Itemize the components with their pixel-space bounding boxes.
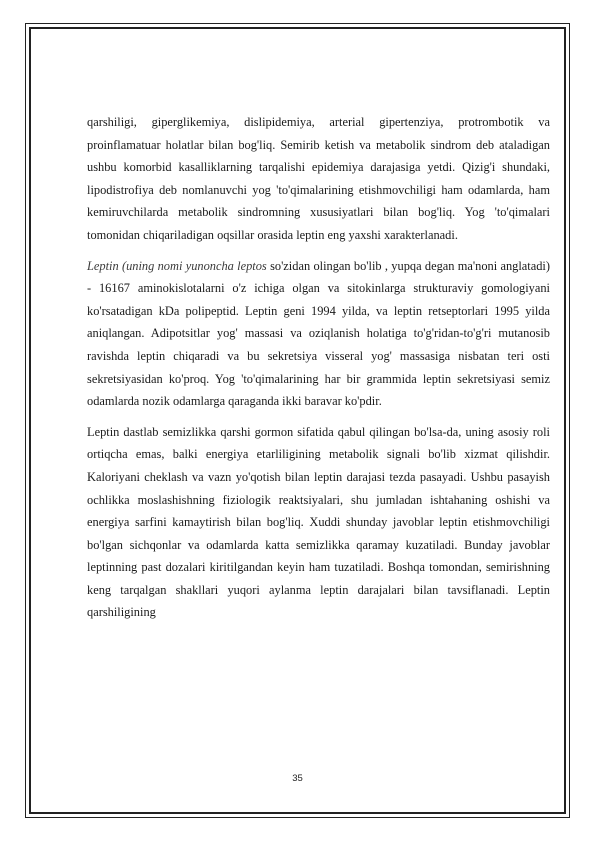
paragraph-2-italic-lead: Leptin (uning nomi yunoncha leptos <box>87 258 267 273</box>
paragraph-1 <box>87 111 550 247</box>
paragraph-1-text: qarshiligi, giperglikemiya, dislipidemiya, arterial gipertenziya, protrombotik va proinflamatuar holatlar bilan bog'liq. Semirib ketish va metabolik sindrom deb ataladigan ushbu komorbid kasalliklarning tarqalishi epidemiya darajasiga yetdi. Qizig'i shundaki, lipodistrofiya deb nomlanuvchi yog 'to'qimalarining etishmovchiligi ham odamlarda, ham kemiruvchilarda metabolik sindromning xususiyatlari bilan bog'liq. Yog 'to'qimalari tomonidan chiqariladigan oqsillar orasida leptin eng yaxshi xarakterlanadi. <box>87 115 550 242</box>
paragraph-3-text: Leptin dastlab semizlikka qarshi gormon sifatida qabul qilingan bo'lsa-da, uning asosiy roli ortiqcha emas, balki energiya etarliligining metabolik signali bo'lib xizmat qilishdir. Kaloriyani cheklash va vazn yo'qotish bilan leptin darajasi tezda pasayadi. Ushbu pasayish ochlikka moslashishning fiziologik reaktsiyalari, shu jumladan ishtahaning oshishi va energiya sarfini kamaytirish bilan bog'liq. Xuddi shunday javoblar leptin etishmovchiligi bo'lgan sichqonlar va odamlarda katta semizlikka qaramay kuzatiladi. Bunday javoblar leptinning past dozalari kiritilgandan keyin ham tuzatiladi. Boshqa tomondan, semirishning keng tarqalgan shakllari yuqori aylanma leptin darajalari bilan tavsiflanadi. Leptin qarshiligining <box>87 424 550 620</box>
document-body <box>87 111 550 632</box>
paragraph-2 <box>87 255 550 413</box>
paragraph-2-text: so'zidan olingan bo'lib , yupqa degan ma'noni anglatadi) - 16167 aminokislotalarni o'z ichiga olgan va sitokinlarga strukturaviy gomologiyani ko'rsatadigan kDa polipeptid. Leptin geni 1994 yilda, va leptin retseptorlari 1995 yilda aniqlangan. Adipotsitlar yog' massasi va oziqlanish holatiga to'g'ridan-to'g'ri mutanosib ravishda leptin chiqaradi va bu sekretsiya visseral yog' massasiga nisbatan teri osti sekretsiyasidan ko'proq. Yog 'to'qimalarining har bir grammida leptin sekretsiyasi semiz odamlarda nozik odamlarga qaraganda ikki baravar ko'pdir. <box>87 258 550 409</box>
page-number: 35 <box>292 773 303 784</box>
paragraph-3 <box>87 421 550 624</box>
